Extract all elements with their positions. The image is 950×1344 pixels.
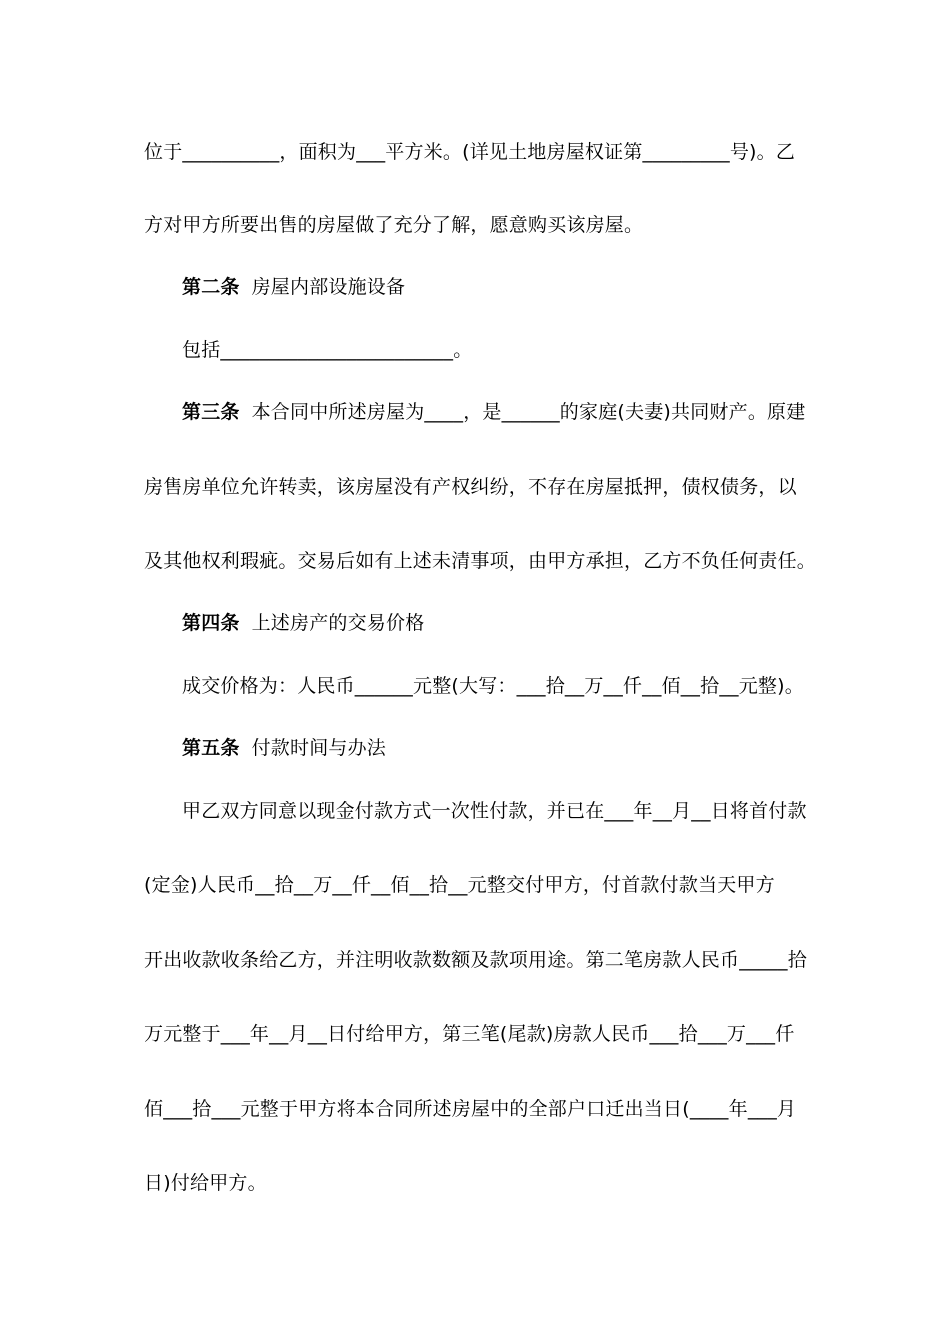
text-line-11: 万元整于___年__月__日付给甲方，第三笔(尾款)房款人民币___拾___万___仟 xyxy=(144,1023,795,1045)
text-line-12: 佰___拾___元整于甲方将本合同所述房屋中的全部户口迁出当日(____年___月 xyxy=(144,1098,797,1120)
article-5-title: 付款时间与办法 xyxy=(251,737,387,759)
article-4-label: 第四条 xyxy=(182,612,240,634)
article-2-label: 第二条 xyxy=(182,276,240,298)
facilities-line: 包括________________________。 xyxy=(182,339,473,361)
article-2-title: 房屋内部设施设备 xyxy=(251,276,406,298)
article-4-title: 上述房产的交易价格 xyxy=(251,612,425,634)
price-line: 成交价格为：人民币______元整(大写：___拾__万__仟__佰__拾__元整)。 xyxy=(182,675,804,697)
article-4-heading xyxy=(182,611,424,635)
text-line-2: 方对甲方所要出售的房屋做了充分了解，愿意购买该房屋。 xyxy=(144,214,644,236)
text-line-13: 日)付给甲方。 xyxy=(144,1172,267,1194)
text-line-5: 房售房单位允许转卖，该房屋没有产权纠纷，不存在房屋抵押，债权债务，以 xyxy=(144,476,797,498)
article-5-label: 第五条 xyxy=(182,737,240,759)
text-line-1: 位于__________，面积为___平方米。(详见土地房屋权证第_________号)。乙 xyxy=(144,141,796,163)
article-3-label: 第三条 xyxy=(182,401,240,423)
article-3-paragraph xyxy=(182,400,805,424)
article-3-text: 本合同中所述房屋为____，是______的家庭(夫妻)共同财产。原建 xyxy=(251,401,806,423)
text-line-6: 及其他权利瑕疵。交易后如有上述未清事项，由甲方承担，乙方不负任何责任。 xyxy=(144,550,817,572)
text-line-8: 甲乙双方同意以现金付款方式一次性付款，并已在___年__月__日将首付款 xyxy=(182,800,807,822)
text-line-9: (定金)人民币__拾__万__仟__佰__拾__元整交付甲方，付首款付款当天甲方 xyxy=(144,874,775,896)
article-2-heading xyxy=(182,275,405,299)
article-5-heading xyxy=(182,736,386,760)
text-line-10: 开出收款收条给乙方，并注明收款数额及款项用途。第二笔房款人民币_____拾 xyxy=(144,949,807,971)
